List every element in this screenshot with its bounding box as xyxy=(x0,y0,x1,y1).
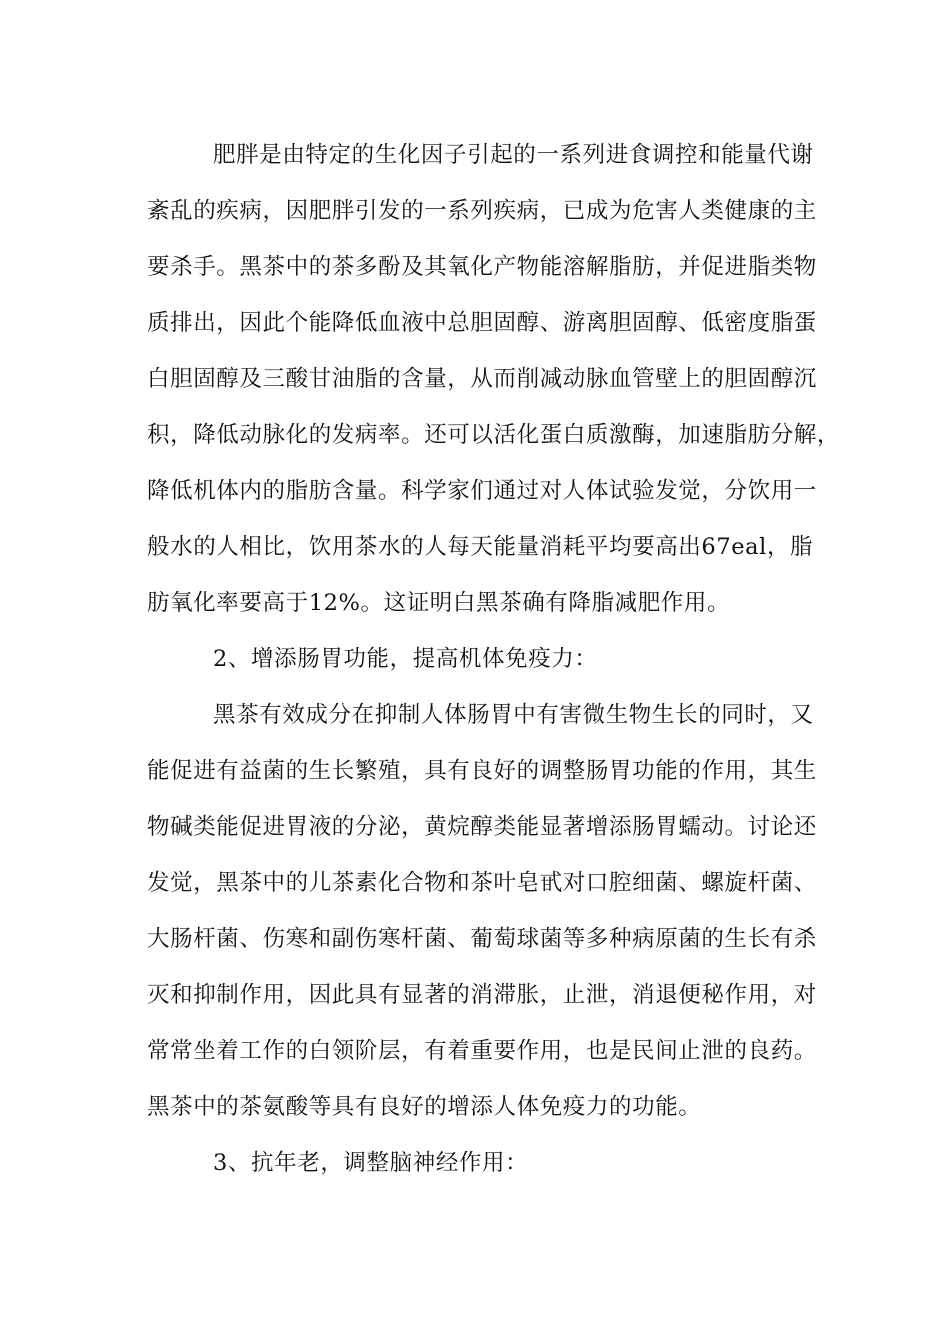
paragraph-1-line-8: 般水的人相比，饮用茶水的人每天能量消耗平均要高出67eal，脂 xyxy=(147,534,814,560)
paragraph-2-line-2: 能促进有益菌的生长繁殖，具有良好的调整肠胃功能的作用，其生 xyxy=(147,758,817,784)
paragraph-1-line-7: 降低机体内的脂肪含量。科学家们通过对人体试验发觉，分饮用一 xyxy=(147,478,817,504)
paragraph-1-line-9: 肪氧化率要高于12%。这证明白黑茶确有降脂减肥作用。 xyxy=(147,590,731,616)
paragraph-1-line-1: 肥胖是由特定的生化因子引起的一系列进食调控和能量代谢 xyxy=(213,142,814,168)
paragraph-2-line-4: 发觉，黑茶中的儿茶素化合物和茶叶皂甙对口腔细菌、螺旋杆菌、 xyxy=(147,870,817,896)
paragraph-1-line-5: 白胆固醇及三酸甘油脂的含量，从而削减动脉血管壁上的胆固醇沉 xyxy=(147,366,817,392)
paragraph-1-line-2: 紊乱的疾病，因肥胖引发的一系列疾病，已成为危害人类健康的主 xyxy=(147,198,817,224)
section-heading-2: 2、增添肠胃功能，提高机体免疫力： xyxy=(213,646,598,672)
paragraph-1-line-4: 质排出，因此个能降低血液中总胆固醇、游离胆固醇、低密度脂蛋 xyxy=(147,310,817,336)
paragraph-2-line-7: 常常坐着工作的白领阶层，有着重要作用，也是民间止泄的良药。 xyxy=(147,1038,817,1064)
paragraph-2-line-8: 黑茶中的茶氨酸等具有良好的增添人体免疫力的功能。 xyxy=(147,1094,702,1120)
paragraph-2-line-6: 灭和抑制作用，因此具有显著的消滞胀，止泄，消退便秘作用，对 xyxy=(147,982,817,1008)
paragraph-1-line-6: 积，降低动脉化的发病率。还可以活化蛋白质激酶，加速脂肪分解， xyxy=(147,422,841,448)
paragraph-2-line-5: 大肠杆菌、伤寒和副伤寒杆菌、葡萄球菌等多种病原菌的生长有杀 xyxy=(147,926,817,952)
paragraph-1-line-3: 要杀手。黑茶中的茶多酚及其氧化产物能溶解脂肪，并促进脂类物 xyxy=(147,254,817,280)
paragraph-2-line-3: 物碱类能促进胃液的分泌，黄烷醇类能显著增添肠胃蠕动。讨论还 xyxy=(147,814,817,840)
section-heading-3: 3、抗年老，调整脑神经作用： xyxy=(213,1150,529,1176)
paragraph-2-line-1: 黑茶有效成分在抑制人体肠胃中有害微生物生长的同时，又 xyxy=(213,702,814,728)
